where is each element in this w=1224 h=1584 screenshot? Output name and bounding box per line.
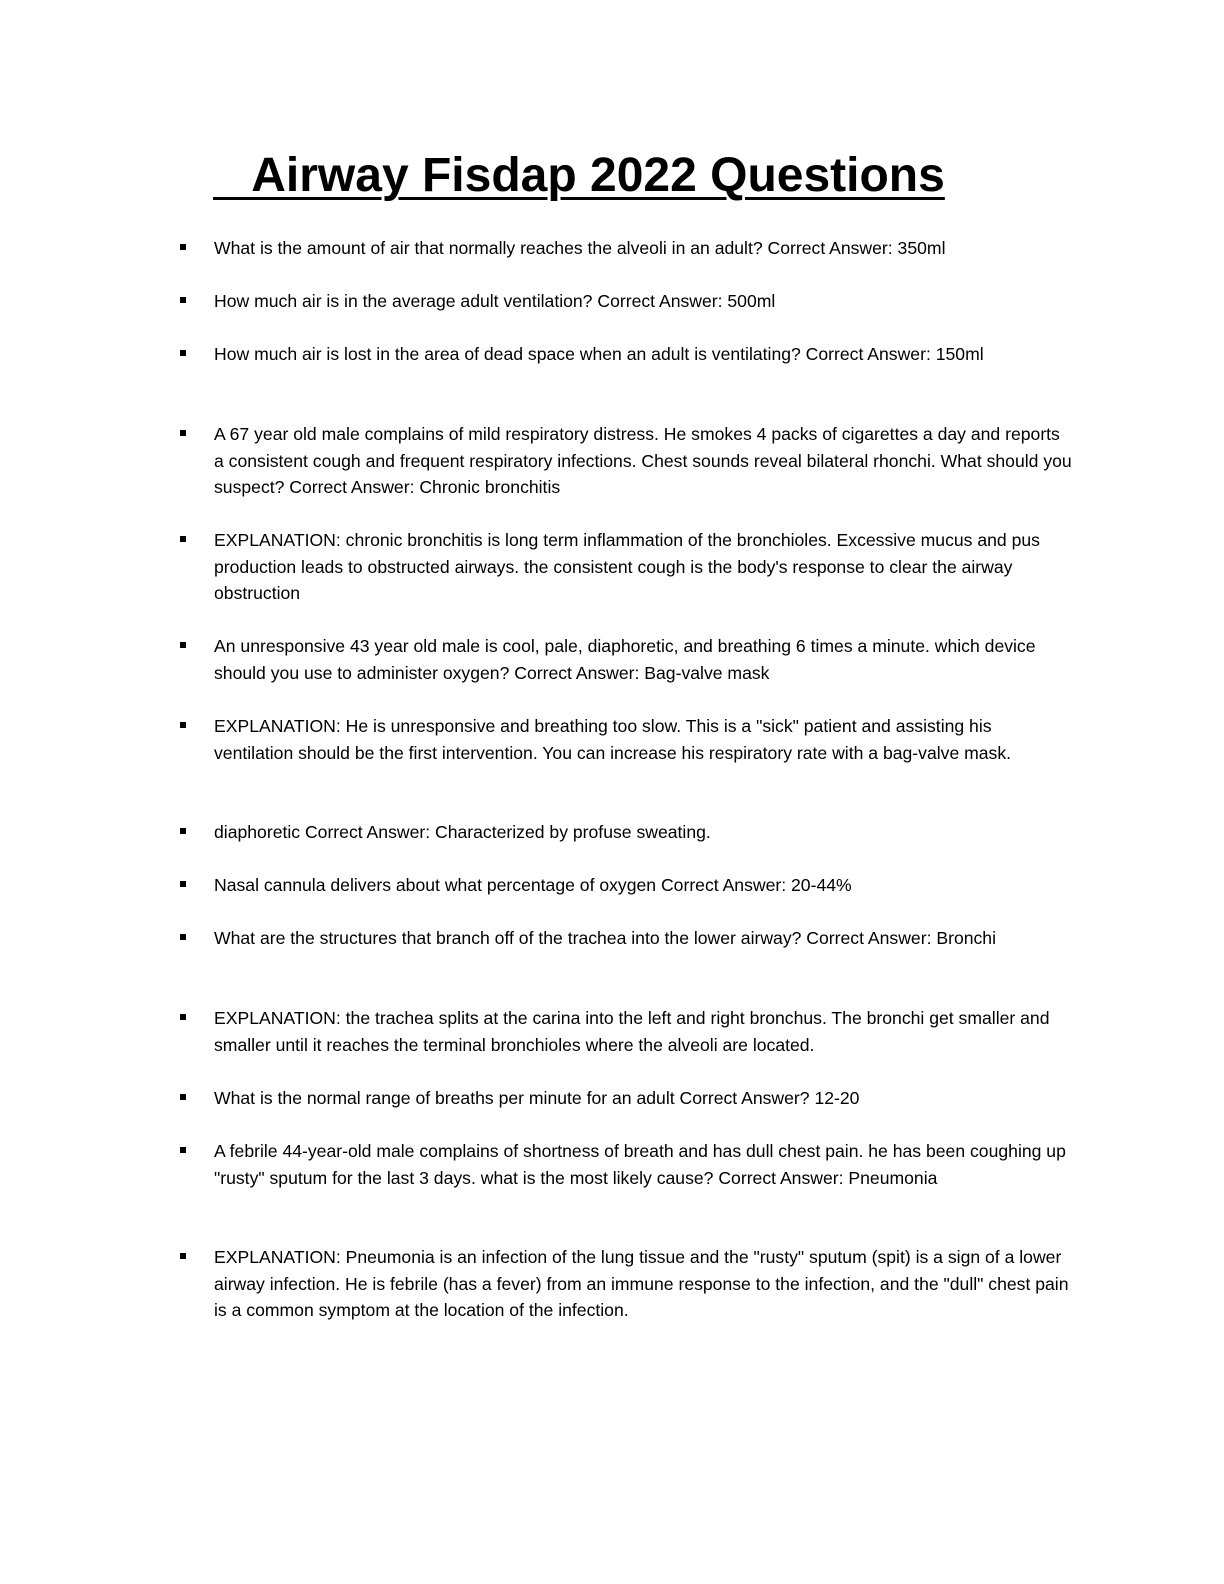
list-item-text: An unresponsive 43 year old male is cool, pale, diaphoretic, and breathing 6 times a minute. which device should you use to administer oxygen? Correct Answer: Bag-valve mask: [214, 636, 1036, 683]
list-item-text: A febrile 44-year-old male complains of shortness of breath and has dull chest pain. he has been coughing up "rusty" sputum for the last 3 days. what is the most likely cause? Correct Answer: Pneumonia: [214, 1141, 1066, 1188]
list-item-text: How much air is lost in the area of dead space when an adult is ventilating? Correct Answer: 150ml: [214, 344, 984, 364]
list-item-text: A 67 year old male complains of mild respiratory distress. He smokes 4 packs of cigarettes a day and reports a consistent cough and frequent respiratory infections. Chest sounds reveal bilateral rhonchi. What should you suspect? Correct Answer: Chronic bronchitis: [214, 424, 1072, 497]
list-item: [214, 288, 1074, 315]
square-bullet-icon: [180, 934, 186, 940]
square-bullet-icon: [180, 1094, 186, 1100]
square-bullet-icon: [180, 881, 186, 887]
square-bullet-icon: [180, 536, 186, 542]
square-bullet-icon: [180, 1147, 186, 1153]
document-title: Airway Fisdap 2022 Questions: [213, 149, 945, 202]
list-item: [214, 421, 1074, 501]
list-item-text: EXPLANATION: the trachea splits at the carina into the left and right bronchus. The bronchi get smaller and smaller until it reaches the terminal bronchioles where the alveoli are located.: [214, 1008, 1050, 1055]
square-bullet-icon: [180, 828, 186, 834]
list-item-text: diaphoretic Correct Answer: Characterized by profuse sweating.: [214, 822, 711, 842]
list-item-text: What are the structures that branch off of the trachea into the lower airway? Correct Answer: Bronchi: [214, 928, 997, 948]
square-bullet-icon: [180, 642, 186, 648]
square-bullet-icon: [180, 244, 186, 250]
list-item: [214, 1244, 1074, 1324]
square-bullet-icon: [180, 297, 186, 303]
list-item: [214, 872, 1074, 899]
square-bullet-icon: [180, 1253, 186, 1259]
list-item: [214, 633, 1074, 686]
list-item-text: EXPLANATION: chronic bronchitis is long term inflammation of the bronchioles. Excessive mucus and pus production leads to obstructed airways. the consistent cough is the body's response to clear the airway obstruction: [214, 530, 1040, 603]
list-item-text: How much air is in the average adult ventilation? Correct Answer: 500ml: [214, 291, 776, 311]
list-item-text: Nasal cannula delivers about what percentage of oxygen Correct Answer: 20-44%: [214, 875, 852, 895]
list-item-text: What is the amount of air that normally reaches the alveoli in an adult? Correct Answer: 350ml: [214, 238, 946, 258]
list-item: [214, 925, 1074, 952]
list-item: [214, 1005, 1074, 1058]
list-item: [214, 1138, 1074, 1191]
list-item-text: What is the normal range of breaths per minute for an adult Correct Answer? 12-20: [214, 1088, 860, 1108]
list-item: [214, 527, 1074, 607]
square-bullet-icon: [180, 350, 186, 356]
square-bullet-icon: [180, 430, 186, 436]
list-item: [214, 713, 1074, 766]
list-item: [214, 235, 1074, 262]
list-item-text: EXPLANATION: Pneumonia is an infection of the lung tissue and the "rusty" sputum (spit) is a sign of a lower airway infection. He is febrile (has a fever) from an immune response to the infection, and the "dull" chest pain is a common symptom at the location of the infection.: [214, 1247, 1069, 1320]
list-item-text: EXPLANATION: He is unresponsive and breathing too slow. This is a "sick" patient and assisting his ventilation should be the first intervention. You can increase his respiratory rate with a bag-valve mask.: [214, 716, 1012, 763]
square-bullet-icon: [180, 722, 186, 728]
square-bullet-icon: [180, 1014, 186, 1020]
list-item: [214, 1085, 1074, 1112]
list-item: [214, 819, 1074, 846]
list-item: [214, 341, 1074, 368]
